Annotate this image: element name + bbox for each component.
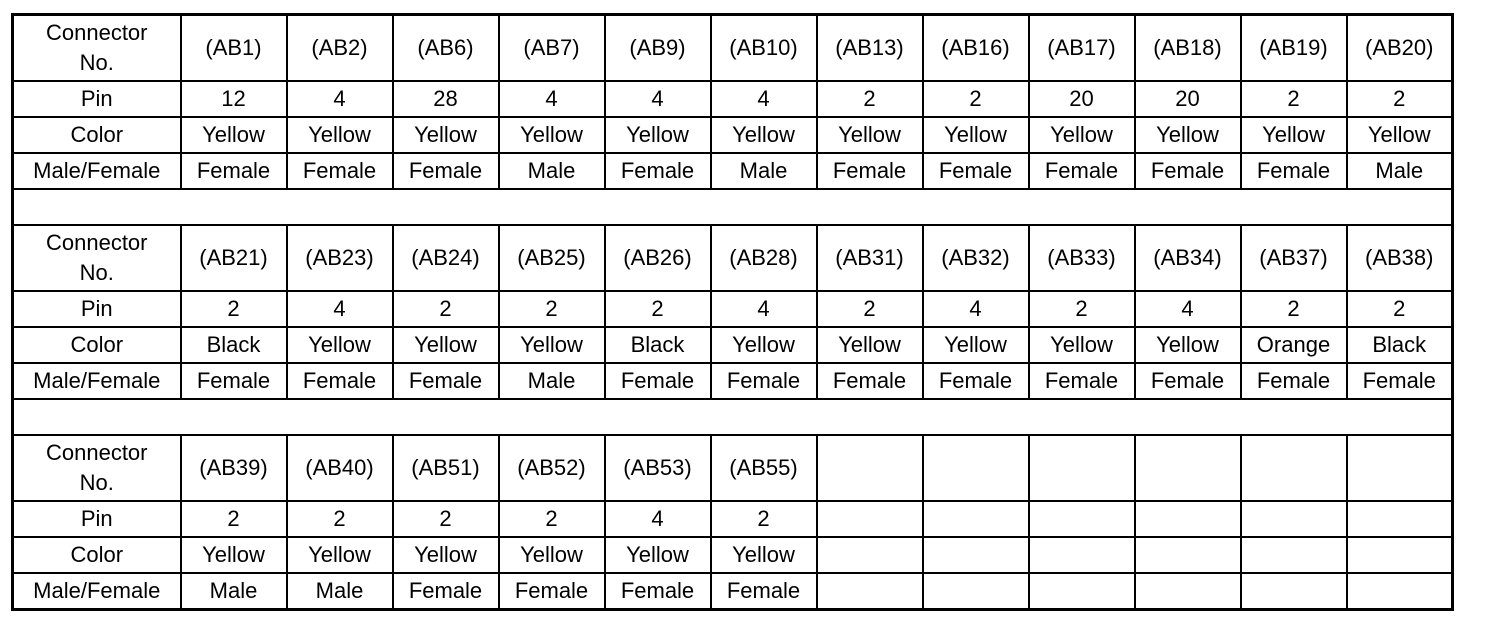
connector-cell: (AB19) — [1241, 15, 1347, 82]
color-cell: Yellow — [1135, 117, 1241, 153]
connector-row — [13, 15, 1453, 82]
connector-cell: (AB31) — [817, 225, 923, 291]
pin-cell — [1241, 501, 1347, 537]
pin-cell: 2 — [605, 291, 711, 327]
connector-cell: (AB51) — [393, 435, 499, 501]
connector-cell — [923, 435, 1029, 501]
pin-cell: 2 — [711, 501, 817, 537]
connector-cell: (AB16) — [923, 15, 1029, 82]
gender-cell: Male — [287, 573, 393, 610]
separator-cell — [13, 399, 1453, 435]
connector-cell — [1135, 435, 1241, 501]
color-cell: Yellow — [287, 327, 393, 363]
gender-cell: Female — [1029, 153, 1135, 189]
pin-cell: 20 — [1135, 81, 1241, 117]
color-cell: Yellow — [393, 327, 499, 363]
connector-row — [13, 435, 1453, 501]
pin-cell: 2 — [817, 81, 923, 117]
pin-cell: 2 — [1347, 291, 1453, 327]
gender-cell: Male — [711, 153, 817, 189]
gender-cell: Female — [393, 573, 499, 610]
gender-cell: Female — [711, 573, 817, 610]
gender-cell: Female — [1135, 363, 1241, 399]
pin-cell: 2 — [393, 291, 499, 327]
gender-cell: Female — [1135, 153, 1241, 189]
connector-cell: (AB10) — [711, 15, 817, 82]
connector-cell: (AB33) — [1029, 225, 1135, 291]
color-cell: Black — [605, 327, 711, 363]
separator-cell — [13, 189, 1453, 225]
color-label: Color — [13, 537, 181, 573]
pin-cell: 2 — [499, 291, 605, 327]
color-cell: Yellow — [499, 117, 605, 153]
connector-cell: (AB53) — [605, 435, 711, 501]
connector-cell: (AB37) — [1241, 225, 1347, 291]
connector-row — [13, 225, 1453, 291]
color-cell: Yellow — [1135, 327, 1241, 363]
color-cell: Yellow — [499, 327, 605, 363]
connector-label: Connector No. — [13, 225, 181, 291]
gender-cell: Female — [287, 153, 393, 189]
gender-cell — [817, 573, 923, 610]
color-row — [13, 537, 1453, 573]
gender-cell: Male — [1347, 153, 1453, 189]
color-cell: Yellow — [1347, 117, 1453, 153]
color-cell: Yellow — [1241, 117, 1347, 153]
color-row — [13, 327, 1453, 363]
color-cell — [923, 537, 1029, 573]
gender-cell: Female — [817, 153, 923, 189]
gender-cell: Female — [923, 153, 1029, 189]
pin-row — [13, 501, 1453, 537]
gender-cell — [1347, 573, 1453, 610]
gender-label: Male/Female — [13, 573, 181, 610]
connector-cell: (AB13) — [817, 15, 923, 82]
color-cell — [1347, 537, 1453, 573]
connector-cell: (AB34) — [1135, 225, 1241, 291]
pin-cell: 4 — [605, 501, 711, 537]
pin-cell: 2 — [923, 81, 1029, 117]
gender-row — [13, 153, 1453, 189]
pin-cell: 12 — [181, 81, 287, 117]
color-cell: Yellow — [711, 117, 817, 153]
connector-cell — [1347, 435, 1453, 501]
connector-table — [11, 13, 1454, 611]
color-cell: Black — [181, 327, 287, 363]
gender-cell: Female — [817, 363, 923, 399]
gender-cell: Female — [181, 363, 287, 399]
connector-cell: (AB17) — [1029, 15, 1135, 82]
pin-cell: 2 — [499, 501, 605, 537]
color-cell — [1135, 537, 1241, 573]
color-cell — [817, 537, 923, 573]
connector-cell: (AB52) — [499, 435, 605, 501]
connector-cell: (AB25) — [499, 225, 605, 291]
color-cell: Yellow — [605, 117, 711, 153]
connector-cell: (AB9) — [605, 15, 711, 82]
gender-cell: Female — [287, 363, 393, 399]
pin-cell — [817, 501, 923, 537]
pin-cell — [923, 501, 1029, 537]
connector-cell: (AB40) — [287, 435, 393, 501]
color-cell: Yellow — [287, 537, 393, 573]
color-row — [13, 117, 1453, 153]
pin-cell: 2 — [181, 501, 287, 537]
gender-cell: Female — [711, 363, 817, 399]
connector-table-body — [13, 15, 1453, 610]
color-cell: Yellow — [1029, 327, 1135, 363]
pin-cell: 4 — [711, 291, 817, 327]
pin-cell: 2 — [817, 291, 923, 327]
pin-row — [13, 291, 1453, 327]
color-cell: Yellow — [711, 327, 817, 363]
pin-cell: 2 — [1029, 291, 1135, 327]
color-cell: Orange — [1241, 327, 1347, 363]
pin-cell: 2 — [181, 291, 287, 327]
connector-cell: (AB24) — [393, 225, 499, 291]
connector-cell: (AB21) — [181, 225, 287, 291]
color-cell: Yellow — [393, 117, 499, 153]
color-cell: Yellow — [923, 117, 1029, 153]
pin-cell: 20 — [1029, 81, 1135, 117]
pin-cell: 28 — [393, 81, 499, 117]
connector-cell: (AB20) — [1347, 15, 1453, 82]
pin-label: Pin — [13, 501, 181, 537]
color-cell: Yellow — [287, 117, 393, 153]
gender-label: Male/Female — [13, 363, 181, 399]
color-cell — [1029, 537, 1135, 573]
connector-cell: (AB7) — [499, 15, 605, 82]
gender-cell: Female — [1241, 363, 1347, 399]
color-cell: Yellow — [499, 537, 605, 573]
pin-cell: 2 — [393, 501, 499, 537]
pin-cell — [1135, 501, 1241, 537]
gender-label: Male/Female — [13, 153, 181, 189]
connector-label: Connector No. — [13, 435, 181, 501]
pin-cell: 4 — [1135, 291, 1241, 327]
gender-cell — [1241, 573, 1347, 610]
color-cell: Yellow — [605, 537, 711, 573]
pin-cell: 4 — [711, 81, 817, 117]
gender-cell: Female — [393, 153, 499, 189]
connector-cell: (AB1) — [181, 15, 287, 82]
section-separator — [13, 399, 1453, 435]
gender-cell: Female — [1241, 153, 1347, 189]
section-separator — [13, 189, 1453, 225]
gender-cell — [1135, 573, 1241, 610]
gender-cell: Female — [1029, 363, 1135, 399]
pin-cell: 4 — [499, 81, 605, 117]
pin-cell — [1347, 501, 1453, 537]
gender-cell: Female — [605, 573, 711, 610]
pin-cell: 4 — [287, 291, 393, 327]
pin-cell: 4 — [605, 81, 711, 117]
pin-cell: 2 — [1241, 291, 1347, 327]
connector-cell: (AB32) — [923, 225, 1029, 291]
connector-cell: (AB6) — [393, 15, 499, 82]
gender-cell: Female — [605, 153, 711, 189]
connector-cell: (AB26) — [605, 225, 711, 291]
color-label: Color — [13, 327, 181, 363]
pin-cell: 4 — [287, 81, 393, 117]
color-cell: Yellow — [817, 117, 923, 153]
gender-cell: Female — [499, 573, 605, 610]
pin-label: Pin — [13, 81, 181, 117]
connector-cell — [817, 435, 923, 501]
pin-cell: 4 — [923, 291, 1029, 327]
color-cell — [1241, 537, 1347, 573]
gender-cell: Male — [499, 363, 605, 399]
connector-cell: (AB55) — [711, 435, 817, 501]
connector-cell: (AB23) — [287, 225, 393, 291]
pin-cell: 2 — [1241, 81, 1347, 117]
pin-cell — [1029, 501, 1135, 537]
gender-row — [13, 363, 1453, 399]
gender-cell — [1029, 573, 1135, 610]
connector-label: Connector No. — [13, 15, 181, 82]
connector-cell — [1029, 435, 1135, 501]
pin-cell: 2 — [287, 501, 393, 537]
color-cell: Yellow — [1029, 117, 1135, 153]
gender-cell: Female — [393, 363, 499, 399]
color-cell: Yellow — [393, 537, 499, 573]
gender-cell: Female — [1347, 363, 1453, 399]
gender-cell: Female — [923, 363, 1029, 399]
connector-cell: (AB2) — [287, 15, 393, 82]
gender-cell: Female — [181, 153, 287, 189]
gender-cell: Female — [605, 363, 711, 399]
gender-row — [13, 573, 1453, 610]
pin-cell: 2 — [1347, 81, 1453, 117]
connector-cell: (AB28) — [711, 225, 817, 291]
color-cell: Black — [1347, 327, 1453, 363]
color-cell: Yellow — [923, 327, 1029, 363]
connector-cell: (AB39) — [181, 435, 287, 501]
connector-cell: (AB18) — [1135, 15, 1241, 82]
gender-cell — [923, 573, 1029, 610]
gender-cell: Male — [499, 153, 605, 189]
pin-label: Pin — [13, 291, 181, 327]
color-label: Color — [13, 117, 181, 153]
connector-cell: (AB38) — [1347, 225, 1453, 291]
gender-cell: Male — [181, 573, 287, 610]
pin-row — [13, 81, 1453, 117]
color-cell: Yellow — [181, 537, 287, 573]
color-cell: Yellow — [181, 117, 287, 153]
color-cell: Yellow — [711, 537, 817, 573]
connector-cell — [1241, 435, 1347, 501]
color-cell: Yellow — [817, 327, 923, 363]
